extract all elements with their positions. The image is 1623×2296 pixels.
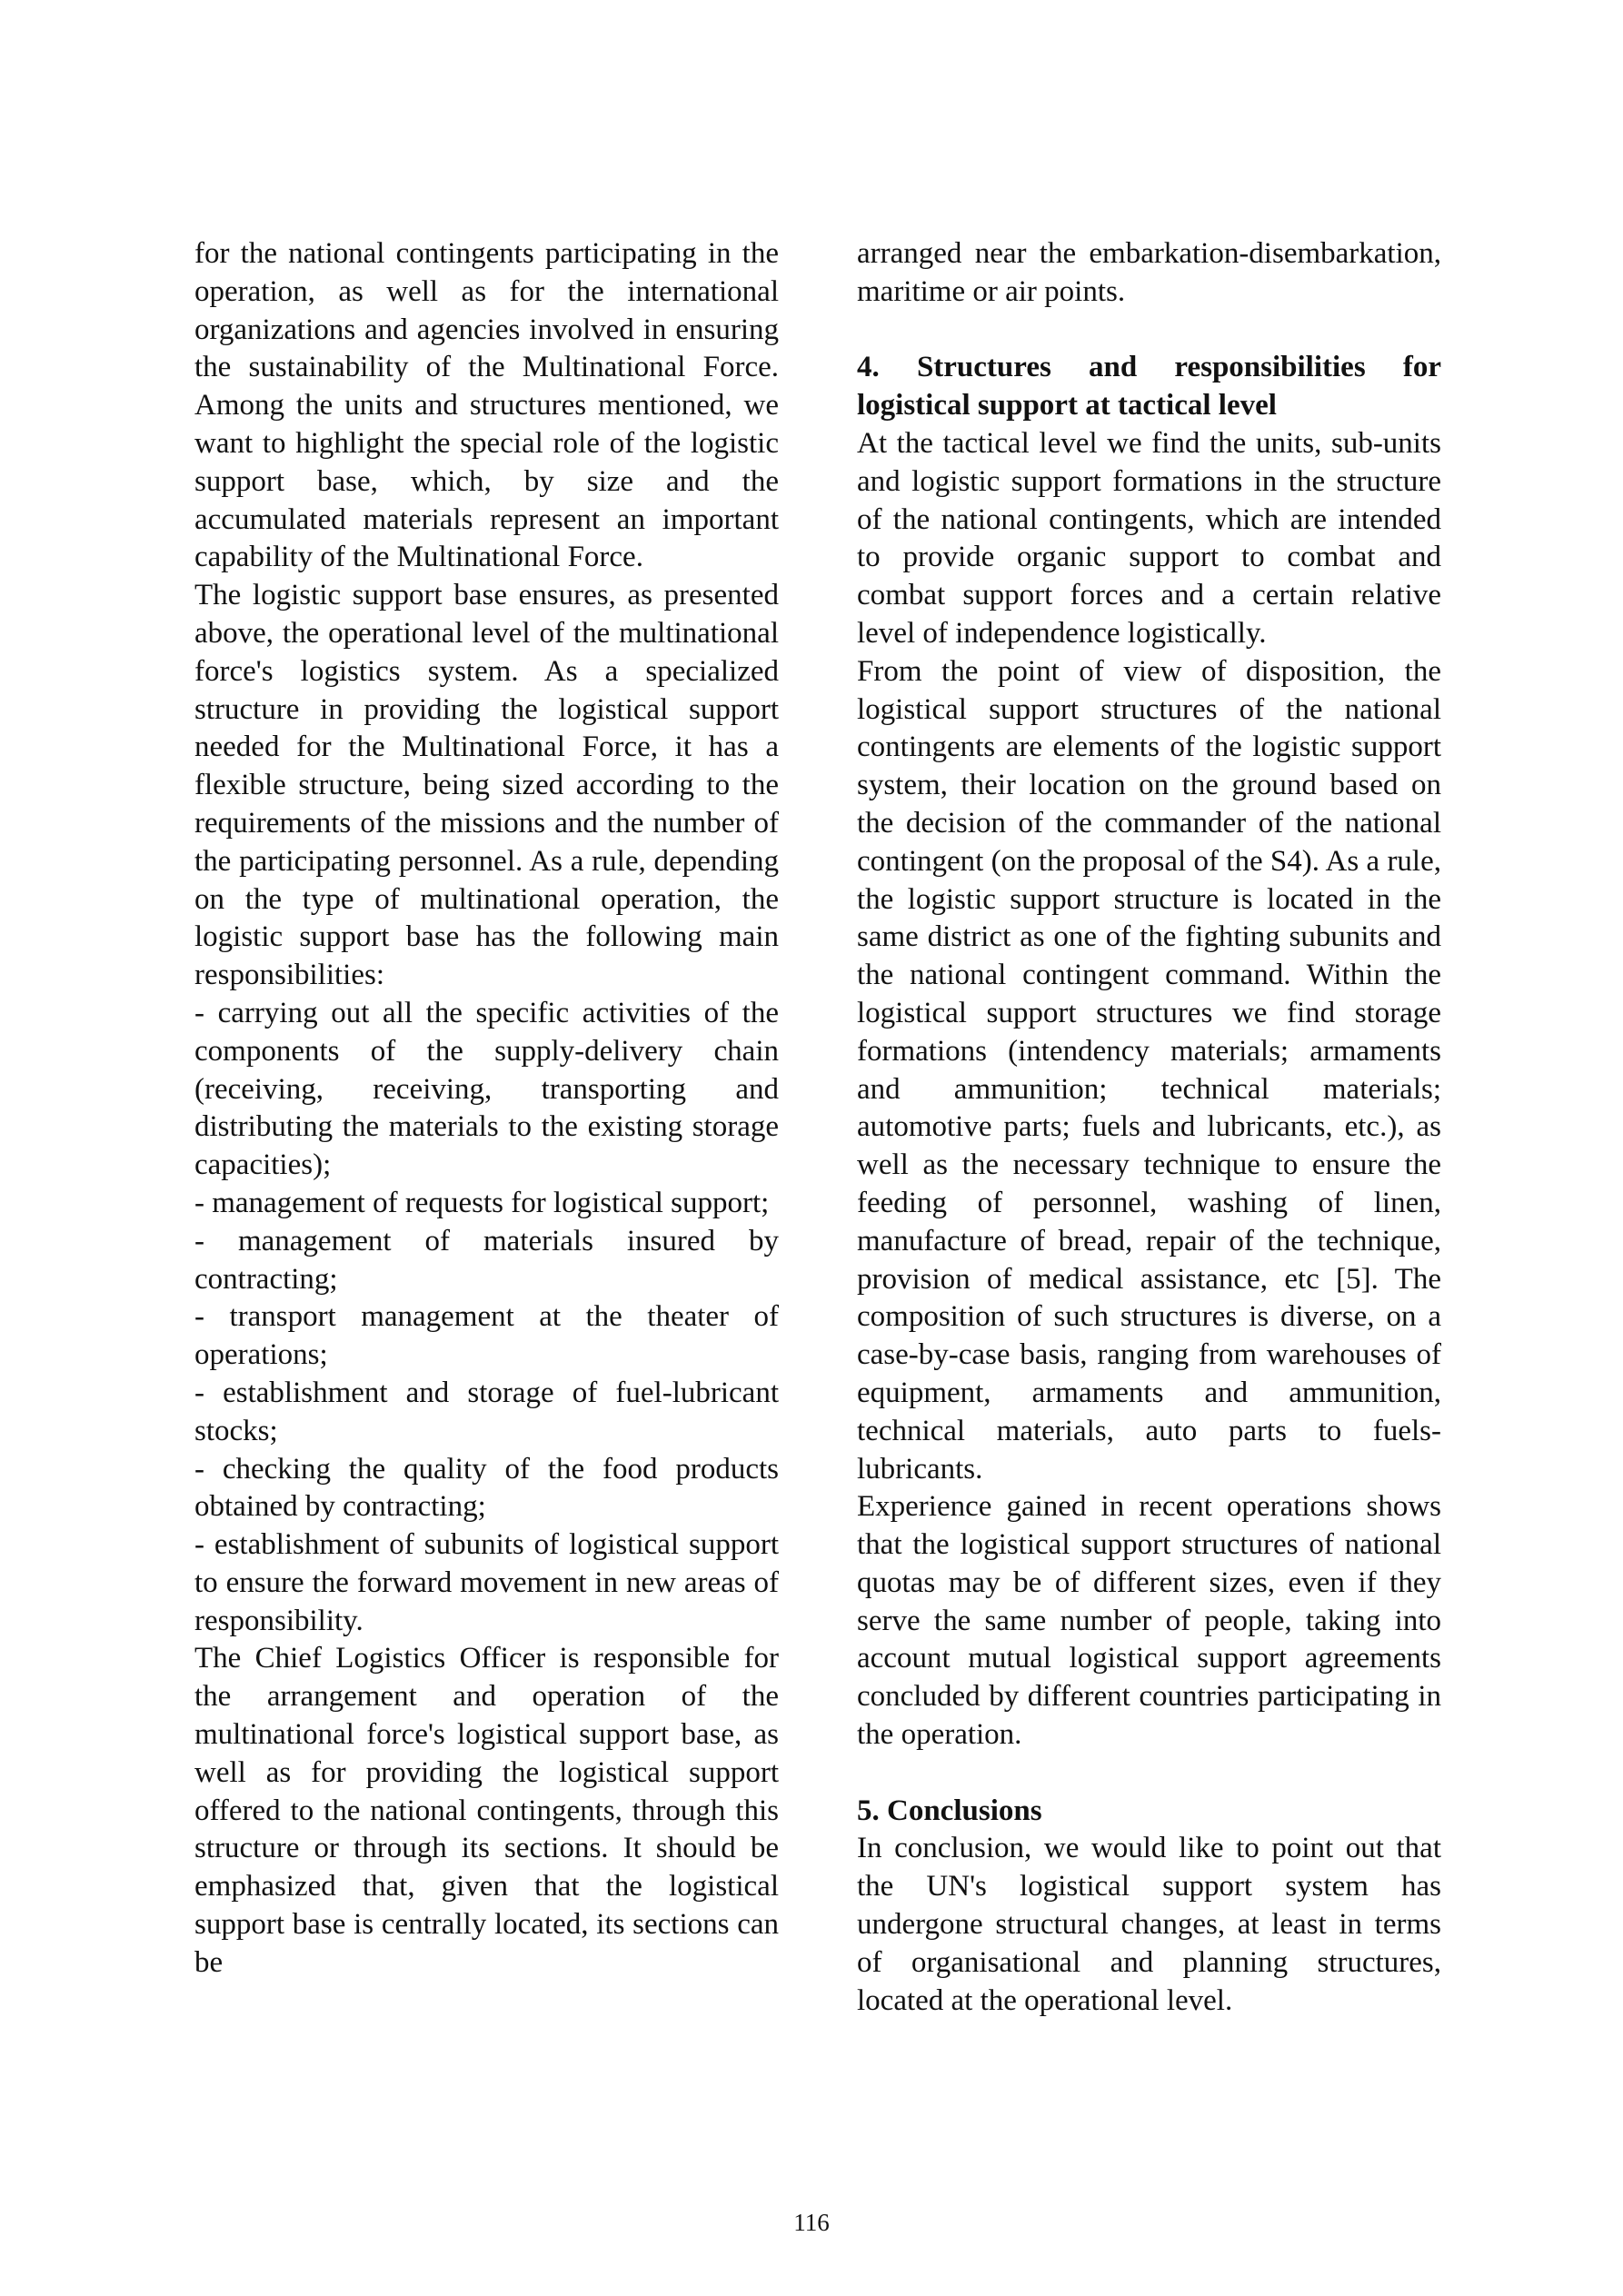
page-number: 116 (793, 2209, 830, 2236)
right-column (857, 235, 1441, 2020)
list-item: - establishment and storage of fuel-lubricant stocks; (194, 1376, 779, 1447)
paragraph: arranged near the embarkation-disembarkation, maritime or air points. (857, 237, 1441, 308)
list-item: - checking the quality of the food products obtained by contracting; (194, 1452, 779, 1524)
list-item: - establishment of subunits of logistical support to ensure the forward movement in new areas of responsibility. (194, 1528, 779, 1637)
list-item: - management of materials insured by contracting; (194, 1224, 779, 1296)
paragraph: From the point of view of disposition, the logistical support structures of the national contingents are elements of the logistic support system, their location on the ground based on the decision of the commander of the national contingent (on the proposal of the S4). As a rule, the logistic support structure is located in the same district as one of the fighting subunits and the national contingent command. Within the logistical support structures we find storage formations (intendency materials; armaments and ammunition; technical materials; automotive parts; fuels and lubricants, etc.), as well as the necessary technique to ensure the feeding of personnel, washing of linen, manufacture of bread, repair of the technique, provision of medical assistance, etc [5]. The composition of such structures is diverse, on a case-by-case basis, ranging from warehouses of equipment, armaments and ammunition, technical materials, auto parts to fuels-lubricants. (857, 654, 1441, 1486)
spacer (857, 312, 1441, 350)
paragraph: The Chief Logistics Officer is responsible for the arrangement and operation of the multinational force's logistical support base, as well as for providing the logistical support offered to the national contingents, through this structure or through its sections. It should be emphasized that, given that the logistical support base is centrally located, its sections can be (194, 1642, 779, 1979)
paragraph: for the national contingents participating in the operation, as well as for the international organizations and agencies involved in ensuring the sustainability of the Multinational Force. Among the units and structures mentioned, we want to highlight the special role of the logistic support base, which, by size and the accumulated materials represent an important capability of the Multinational Force. (194, 237, 779, 574)
left-column (194, 235, 779, 1983)
list-item: - transport management at the theater of operations; (194, 1300, 779, 1372)
list-item: - carrying out all the specific activities of the components of the supply-delivery chain (receiving, receiving, transporting and distributing the materials to the existing storage capacities); (194, 996, 779, 1182)
paragraph: The logistic support base ensures, as presented above, the operational level of the multinational force's logistics system. As a specialized structure in providing the logistical support needed for the Multinational Force, it has a flexible structure, being sized according to the requirements of the missions and the number of the participating personnel. As a rule, depending on the type of multinational operation, the logistic support base has the following main responsibilities: (194, 579, 779, 992)
paragraph: At the tactical level we find the units, sub-units and logistic support formations in the structure of the national contingents, which are intended to provide organic support to combat and combat support forces and a certain relative level of independence logistically. (857, 426, 1441, 650)
section-heading: 4. Structures and responsibilities for logistical support at tactical level (857, 351, 1441, 422)
spacer (857, 1754, 1441, 1793)
section-heading: 5. Conclusions (857, 1794, 1042, 1827)
paragraph: Experience gained in recent operations shows that the logistical support structures of national quotas may be of different sizes, even if they serve the same number of people, taking into account mutual logistical support agreements concluded by different countries participating in the operation. (857, 1490, 1441, 1752)
list-item: - management of requests for logistical support; (194, 1186, 770, 1219)
paragraph: In conclusion, we would like to point out that the UN's logistical support system has undergone structural changes, at least in terms of organisational and planning structures, located at the operational level. (857, 1832, 1441, 2017)
